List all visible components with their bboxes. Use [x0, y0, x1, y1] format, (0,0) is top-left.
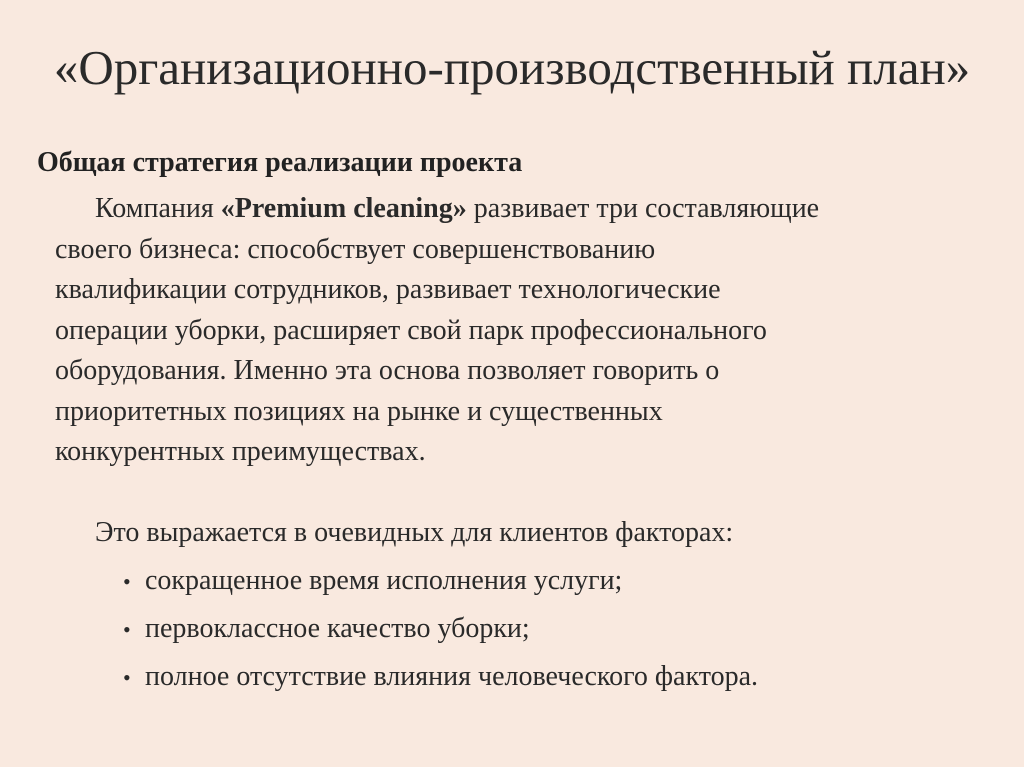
paragraph-line: конкурентных преимуществах. [55, 436, 426, 467]
paragraph-line: операции уборки, расширяет свой парк профессионального [55, 314, 767, 346]
factors-list [123, 561, 758, 705]
slide-title: «Организационно-производственный план» [53, 40, 971, 95]
bullet-icon: • [123, 569, 131, 594]
bullet-icon: • [123, 617, 131, 642]
paragraph-text: развивает три составляющие [466, 193, 820, 224]
strategy-paragraph [55, 189, 955, 473]
factor-text: полное отсутствие влияния человеческого фактора. [145, 661, 758, 692]
factor-text: первоклассное качество уборки; [145, 613, 530, 644]
paragraph-line: приоритетных позициях на рынке и существенных [55, 395, 663, 427]
company-name: «Premium cleaning» [220, 193, 467, 224]
list-item [123, 609, 758, 657]
paragraph-line [55, 189, 955, 230]
factor-text: сокращенное время исполнения услуги; [145, 565, 623, 596]
section-heading: Общая стратегия реализации проекта [37, 147, 523, 178]
paragraph-line: оборудования. Именно эта основа позволяет говорить о [55, 355, 720, 386]
list-item [123, 657, 758, 705]
bullet-icon: • [123, 665, 131, 690]
paragraph-line: квалификации сотрудников, развивает технологические [55, 274, 721, 305]
list-item [123, 561, 758, 609]
paragraph-text: Компания [95, 193, 221, 224]
factors-intro: Это выражается в очевидных для клиентов факторах: [95, 517, 734, 548]
paragraph-line: своего бизнеса: способствует совершенствованию [55, 233, 656, 265]
